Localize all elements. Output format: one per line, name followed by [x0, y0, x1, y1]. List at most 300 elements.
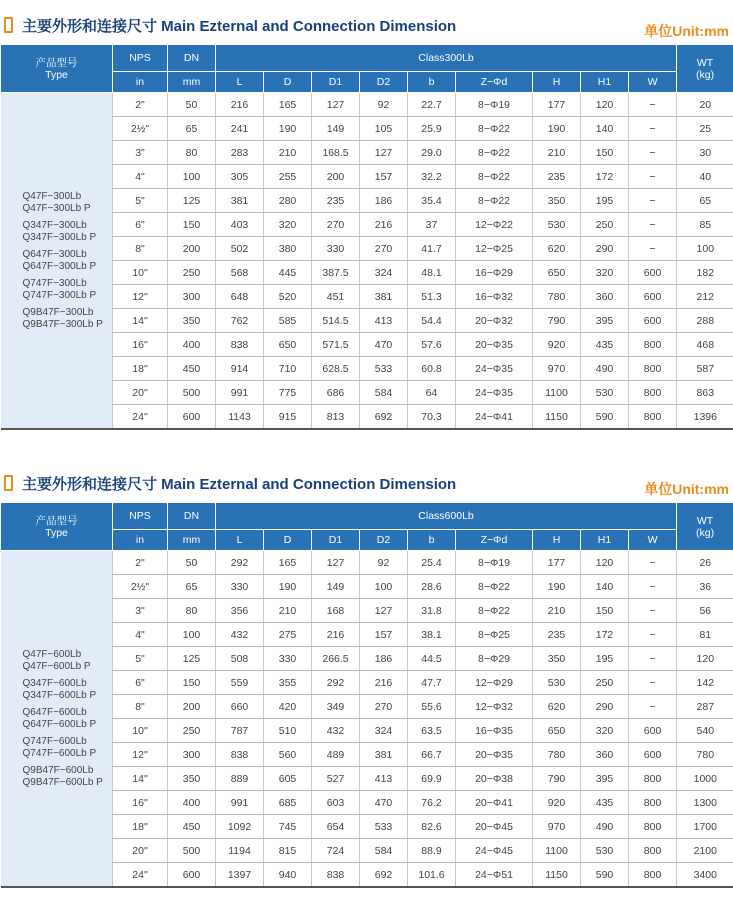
table-cell: 568: [216, 261, 264, 285]
table-cell: 330: [264, 647, 312, 671]
table-cell: 288: [677, 309, 733, 333]
table-cell: 210: [264, 599, 312, 623]
table-cell: 216: [216, 93, 264, 117]
table-cell: 20−Φ35: [456, 333, 533, 357]
table-cell: 330: [312, 237, 360, 261]
dn-header: DN: [168, 503, 216, 530]
table-cell: 432: [216, 623, 264, 647]
table-cell: 435: [581, 791, 629, 815]
table-cell: 800: [629, 357, 677, 381]
table-cell: 80: [168, 141, 216, 165]
dimension-col-header: Z−Φd: [456, 72, 533, 93]
table-cell: 85: [677, 213, 733, 237]
table-cell: 320: [581, 261, 629, 285]
table-cell: 12−Φ29: [456, 671, 533, 695]
table-cell: 275: [264, 623, 312, 647]
table-cell: 2": [113, 551, 168, 575]
table-cell: 16": [113, 333, 168, 357]
table-cell: 24": [113, 405, 168, 430]
table-cell: 1397: [216, 863, 264, 888]
type-header-en: Type: [45, 526, 68, 539]
type-header-en: Type: [45, 68, 68, 81]
nps-unit-header: in: [113, 72, 168, 93]
model-name: Q47F−600Lb: [22, 649, 82, 660]
table-cell: 24−Φ41: [456, 405, 533, 430]
table-cell: 1396: [677, 405, 733, 430]
table-cell: 413: [360, 309, 408, 333]
model-name: Q9B47F−600Lb: [22, 765, 94, 776]
table-cell: 650: [533, 719, 581, 743]
table-cell: 1150: [533, 863, 581, 888]
dimension-col-header: D2: [360, 530, 408, 551]
bracket-icon: [4, 17, 13, 33]
nps-header: NPS: [113, 45, 168, 72]
table-cell: 20": [113, 381, 168, 405]
table-cell: 190: [533, 575, 581, 599]
dimension-col-header: L: [216, 530, 264, 551]
table-cell: 685: [264, 791, 312, 815]
table-cell: 210: [533, 141, 581, 165]
table-cell: 1000: [677, 767, 733, 791]
table-cell: 3400: [677, 863, 733, 888]
table-cell: 800: [629, 863, 677, 888]
table-cell: 470: [360, 333, 408, 357]
table-cell: 35.4: [408, 189, 456, 213]
table-cell: 150: [168, 213, 216, 237]
table-cell: 970: [533, 815, 581, 839]
model-name: Q47F−300Lb: [22, 191, 82, 202]
table-cell: 157: [360, 623, 408, 647]
table-cell: 600: [629, 719, 677, 743]
model-name: Q647F−300Lb: [22, 249, 87, 260]
table-cell: 813: [312, 405, 360, 430]
table-cell: 800: [629, 839, 677, 863]
table-cell: 775: [264, 381, 312, 405]
table-cell: 40: [677, 165, 733, 189]
table-cell: 790: [533, 309, 581, 333]
table-cell: 838: [216, 333, 264, 357]
table-cell: 800: [629, 333, 677, 357]
model-name: Q9B47F−600Lb P: [22, 776, 103, 788]
dimension-col-header: W: [629, 72, 677, 93]
table-cell: 200: [312, 165, 360, 189]
dimension-col-header: Z−Φd: [456, 530, 533, 551]
model-name: Q747F−300Lb: [22, 278, 87, 289]
table-cell: 8": [113, 695, 168, 719]
table-cell: 6": [113, 671, 168, 695]
table-cell: 241: [216, 117, 264, 141]
dimension-section-300lb: [0, 10, 733, 430]
table-cell: −: [629, 93, 677, 117]
table-cell: 468: [677, 333, 733, 357]
table-cell: 30: [677, 141, 733, 165]
table-cell: 600: [629, 261, 677, 285]
table-cell: 1194: [216, 839, 264, 863]
table-cell: 287: [677, 695, 733, 719]
table-cell: 762: [216, 309, 264, 333]
dimension-col-header: H1: [581, 72, 629, 93]
table-cell: 100: [168, 165, 216, 189]
table-cell: 8−Φ22: [456, 117, 533, 141]
table-cell: 381: [216, 189, 264, 213]
table-cell: 65: [168, 117, 216, 141]
table-cell: 920: [533, 791, 581, 815]
table-cell: 216: [360, 213, 408, 237]
table-cell: 5": [113, 647, 168, 671]
table-cell: 710: [264, 357, 312, 381]
table-cell: 100: [360, 575, 408, 599]
table-cell: 18": [113, 815, 168, 839]
table-cell: 650: [264, 333, 312, 357]
table-cell: 350: [533, 647, 581, 671]
table-cell: 8−Φ22: [456, 599, 533, 623]
model-list-cell: [1, 551, 113, 888]
table-cell: 470: [360, 791, 408, 815]
table-cell: 92: [360, 551, 408, 575]
table-cell: 127: [312, 551, 360, 575]
wt-label: WT: [696, 56, 714, 69]
table-cell: 8−Φ22: [456, 189, 533, 213]
table-cell: 28.6: [408, 575, 456, 599]
table-cell: 654: [312, 815, 360, 839]
table-cell: 51.3: [408, 285, 456, 309]
table-cell: −: [629, 117, 677, 141]
dn-header: DN: [168, 45, 216, 72]
table-cell: 648: [216, 285, 264, 309]
table-cell: 420: [264, 695, 312, 719]
table-cell: 88.9: [408, 839, 456, 863]
dimension-col-header: W: [629, 530, 677, 551]
table-cell: 2": [113, 93, 168, 117]
table-cell: 381: [360, 285, 408, 309]
type-header: [1, 503, 113, 551]
table-cell: 8−Φ22: [456, 165, 533, 189]
table-cell: 2½": [113, 117, 168, 141]
table-cell: −: [629, 237, 677, 261]
table-cell: 445: [264, 261, 312, 285]
table-cell: 787: [216, 719, 264, 743]
table-cell: 500: [168, 839, 216, 863]
table-cell: 120: [581, 93, 629, 117]
model-name: Q9B47F−300Lb: [22, 307, 94, 318]
table-cell: 8−Φ29: [456, 647, 533, 671]
dimension-col-header: b: [408, 72, 456, 93]
table-cell: 216: [312, 623, 360, 647]
table-cell: −: [629, 165, 677, 189]
table-cell: 590: [581, 863, 629, 888]
table-cell: 26: [677, 551, 733, 575]
table-cell: 413: [360, 767, 408, 791]
table-cell: 60.8: [408, 357, 456, 381]
table-cell: 63.5: [408, 719, 456, 743]
table-cell: 320: [581, 719, 629, 743]
wt-header: [677, 45, 733, 93]
table-cell: 620: [533, 237, 581, 261]
table-cell: 50: [168, 551, 216, 575]
table-cell: 530: [581, 839, 629, 863]
table-cell: 991: [216, 381, 264, 405]
table-cell: 403: [216, 213, 264, 237]
table-cell: 165: [264, 93, 312, 117]
table-cell: 571.5: [312, 333, 360, 357]
table-cell: 490: [581, 815, 629, 839]
table-cell: 250: [168, 261, 216, 285]
table-cell: 20−Φ45: [456, 815, 533, 839]
table-cell: 292: [312, 671, 360, 695]
table-cell: 2100: [677, 839, 733, 863]
table-cell: 330: [216, 575, 264, 599]
table-cell: 149: [312, 117, 360, 141]
table-cell: 533: [360, 357, 408, 381]
table-cell: 127: [312, 93, 360, 117]
table-cell: 32.2: [408, 165, 456, 189]
table-cell: 177: [533, 93, 581, 117]
table-cell: 76.2: [408, 791, 456, 815]
table-cell: −: [629, 623, 677, 647]
table-cell: 1100: [533, 839, 581, 863]
section-title: 主要外形和连接尺寸 Main Ezternal and Connection Dimension: [22, 476, 457, 493]
table-cell: 140: [581, 117, 629, 141]
table-cell: 530: [533, 671, 581, 695]
table-cell: 8−Φ25: [456, 623, 533, 647]
dimension-col-header: H1: [581, 530, 629, 551]
table-cell: 838: [216, 743, 264, 767]
table-cell: 100: [677, 237, 733, 261]
table-cell: 8−Φ22: [456, 575, 533, 599]
wt-unit: (kg): [696, 68, 715, 81]
table-cell: 270: [360, 237, 408, 261]
table-cell: 31.8: [408, 599, 456, 623]
table-cell: 50: [168, 93, 216, 117]
wt-label: WT: [696, 514, 714, 527]
table-cell: 16": [113, 791, 168, 815]
table-cell: 533: [360, 815, 408, 839]
model-name: Q9B47F−300Lb P: [22, 318, 103, 330]
type-header-cn: 产品型号: [35, 514, 78, 527]
type-header: [1, 45, 113, 93]
table-cell: −: [629, 189, 677, 213]
table-cell: 559: [216, 671, 264, 695]
table-cell: 16−Φ35: [456, 719, 533, 743]
table-cell: 8−Φ22: [456, 141, 533, 165]
table-cell: 216: [360, 671, 408, 695]
dn-unit-header: mm: [168, 72, 216, 93]
table-cell: 815: [264, 839, 312, 863]
table-cell: 24−Φ35: [456, 357, 533, 381]
table-cell: 349: [312, 695, 360, 719]
table-cell: 65: [677, 189, 733, 213]
table-cell: 235: [312, 189, 360, 213]
table-cell: 66.7: [408, 743, 456, 767]
table-cell: 600: [168, 405, 216, 430]
table-cell: 355: [264, 671, 312, 695]
header-row: [1, 45, 733, 72]
table-cell: 584: [360, 381, 408, 405]
table-cell: 200: [168, 695, 216, 719]
class-header: Class300Lb: [216, 45, 677, 72]
table-cell: 18": [113, 357, 168, 381]
table-cell: 600: [629, 309, 677, 333]
dimension-col-header: D: [264, 72, 312, 93]
table-cell: 210: [264, 141, 312, 165]
section-title-row: [0, 468, 733, 502]
table-cell: 25.4: [408, 551, 456, 575]
table-cell: 44.5: [408, 647, 456, 671]
table-cell: 80: [168, 599, 216, 623]
table-cell: 970: [533, 357, 581, 381]
table-cell: 745: [264, 815, 312, 839]
nps-unit-header: in: [113, 530, 168, 551]
table-cell: 600: [629, 285, 677, 309]
table-cell: 212: [677, 285, 733, 309]
table-cell: 305: [216, 165, 264, 189]
table-cell: 150: [168, 671, 216, 695]
section-title: 主要外形和连接尺寸 Main Ezternal and Connection Dimension: [22, 18, 457, 35]
table-cell: 20": [113, 839, 168, 863]
table-cell: 81: [677, 623, 733, 647]
table-cell: 1092: [216, 815, 264, 839]
model-name: Q47F−600Lb P: [22, 660, 91, 672]
dimension-col-header: L: [216, 72, 264, 93]
table-cell: −: [629, 695, 677, 719]
table-cell: 3": [113, 599, 168, 623]
table-cell: 838: [312, 863, 360, 888]
table-cell: 380: [264, 237, 312, 261]
table-cell: 660: [216, 695, 264, 719]
table-cell: 16−Φ32: [456, 285, 533, 309]
header-row: [1, 503, 733, 530]
table-cell: 585: [264, 309, 312, 333]
table-cell: 600: [629, 743, 677, 767]
table-cell: 8−Φ19: [456, 93, 533, 117]
model-name: Q647F−600Lb P: [22, 718, 97, 730]
table-cell: 800: [629, 791, 677, 815]
table-cell: 530: [581, 381, 629, 405]
model-name: Q347F−300Lb P: [22, 231, 97, 243]
model-name: Q347F−600Lb P: [22, 689, 97, 701]
model-name: Q747F−600Lb P: [22, 747, 97, 759]
table-cell: 6": [113, 213, 168, 237]
table-cell: 502: [216, 237, 264, 261]
wt-header: [677, 503, 733, 551]
table-cell: 150: [581, 141, 629, 165]
table-cell: 270: [360, 695, 408, 719]
bracket-icon: [4, 475, 13, 491]
table-cell: 127: [360, 599, 408, 623]
dn-unit-header: mm: [168, 530, 216, 551]
dimension-col-header: b: [408, 530, 456, 551]
table-cell: 20−Φ38: [456, 767, 533, 791]
table-cell: 600: [168, 863, 216, 888]
table-cell: 686: [312, 381, 360, 405]
model-list-cell: [1, 93, 113, 430]
table-cell: 20−Φ32: [456, 309, 533, 333]
table-cell: 692: [360, 863, 408, 888]
table-cell: 172: [581, 623, 629, 647]
table-cell: 182: [677, 261, 733, 285]
table-cell: 692: [360, 405, 408, 430]
table-cell: 24−Φ35: [456, 381, 533, 405]
table-cell: 270: [312, 213, 360, 237]
table-cell: 587: [677, 357, 733, 381]
section-title-row: [0, 10, 733, 44]
table-cell: 165: [264, 551, 312, 575]
table-cell: 36: [677, 575, 733, 599]
table-cell: 10": [113, 719, 168, 743]
table-cell: 12": [113, 743, 168, 767]
model-name: Q47F−300Lb P: [22, 202, 91, 214]
table-cell: 290: [581, 695, 629, 719]
table-cell: 157: [360, 165, 408, 189]
table-cell: 64: [408, 381, 456, 405]
table-cell: 3": [113, 141, 168, 165]
table-cell: 489: [312, 743, 360, 767]
table-cell: 22.7: [408, 93, 456, 117]
table-cell: −: [629, 213, 677, 237]
table-cell: 283: [216, 141, 264, 165]
wt-unit: (kg): [696, 526, 715, 539]
table-cell: 500: [168, 381, 216, 405]
table-cell: 168.5: [312, 141, 360, 165]
table-cell: 250: [168, 719, 216, 743]
table-cell: 127: [360, 141, 408, 165]
table-cell: 190: [533, 117, 581, 141]
table-cell: 590: [581, 405, 629, 430]
table-cell: 360: [581, 285, 629, 309]
dimension-col-header: H: [533, 72, 581, 93]
table-cell: 168: [312, 599, 360, 623]
table-cell: 25: [677, 117, 733, 141]
table-cell: 20: [677, 93, 733, 117]
table-cell: −: [629, 551, 677, 575]
table-cell: 82.6: [408, 815, 456, 839]
table-cell: 12−Φ32: [456, 695, 533, 719]
table-cell: 381: [360, 743, 408, 767]
table-cell: −: [629, 647, 677, 671]
table-cell: 800: [629, 405, 677, 430]
table-cell: 1700: [677, 815, 733, 839]
table-cell: 780: [677, 743, 733, 767]
table-cell: 12−Φ22: [456, 213, 533, 237]
table-cell: 14": [113, 767, 168, 791]
table-cell: 514.5: [312, 309, 360, 333]
table-cell: 105: [360, 117, 408, 141]
table-cell: 10": [113, 261, 168, 285]
table-cell: 991: [216, 791, 264, 815]
table-cell: 395: [581, 767, 629, 791]
table-cell: 1143: [216, 405, 264, 430]
nps-header: NPS: [113, 503, 168, 530]
table-cell: 186: [360, 647, 408, 671]
table-cell: 324: [360, 261, 408, 285]
table-cell: 520: [264, 285, 312, 309]
table-cell: 450: [168, 357, 216, 381]
table-cell: 92: [360, 93, 408, 117]
table-cell: 47.7: [408, 671, 456, 695]
table-cell: 255: [264, 165, 312, 189]
table-cell: 603: [312, 791, 360, 815]
table-cell: 395: [581, 309, 629, 333]
table-cell: 800: [629, 815, 677, 839]
table-cell: 177: [533, 551, 581, 575]
table-cell: 490: [581, 357, 629, 381]
table-cell: 350: [168, 767, 216, 791]
table-row: [1, 551, 733, 575]
unit-label: 单位Unit:mm: [644, 481, 729, 497]
class-header: Class600Lb: [216, 503, 677, 530]
unit-label: 单位Unit:mm: [644, 23, 729, 39]
table-cell: 37: [408, 213, 456, 237]
